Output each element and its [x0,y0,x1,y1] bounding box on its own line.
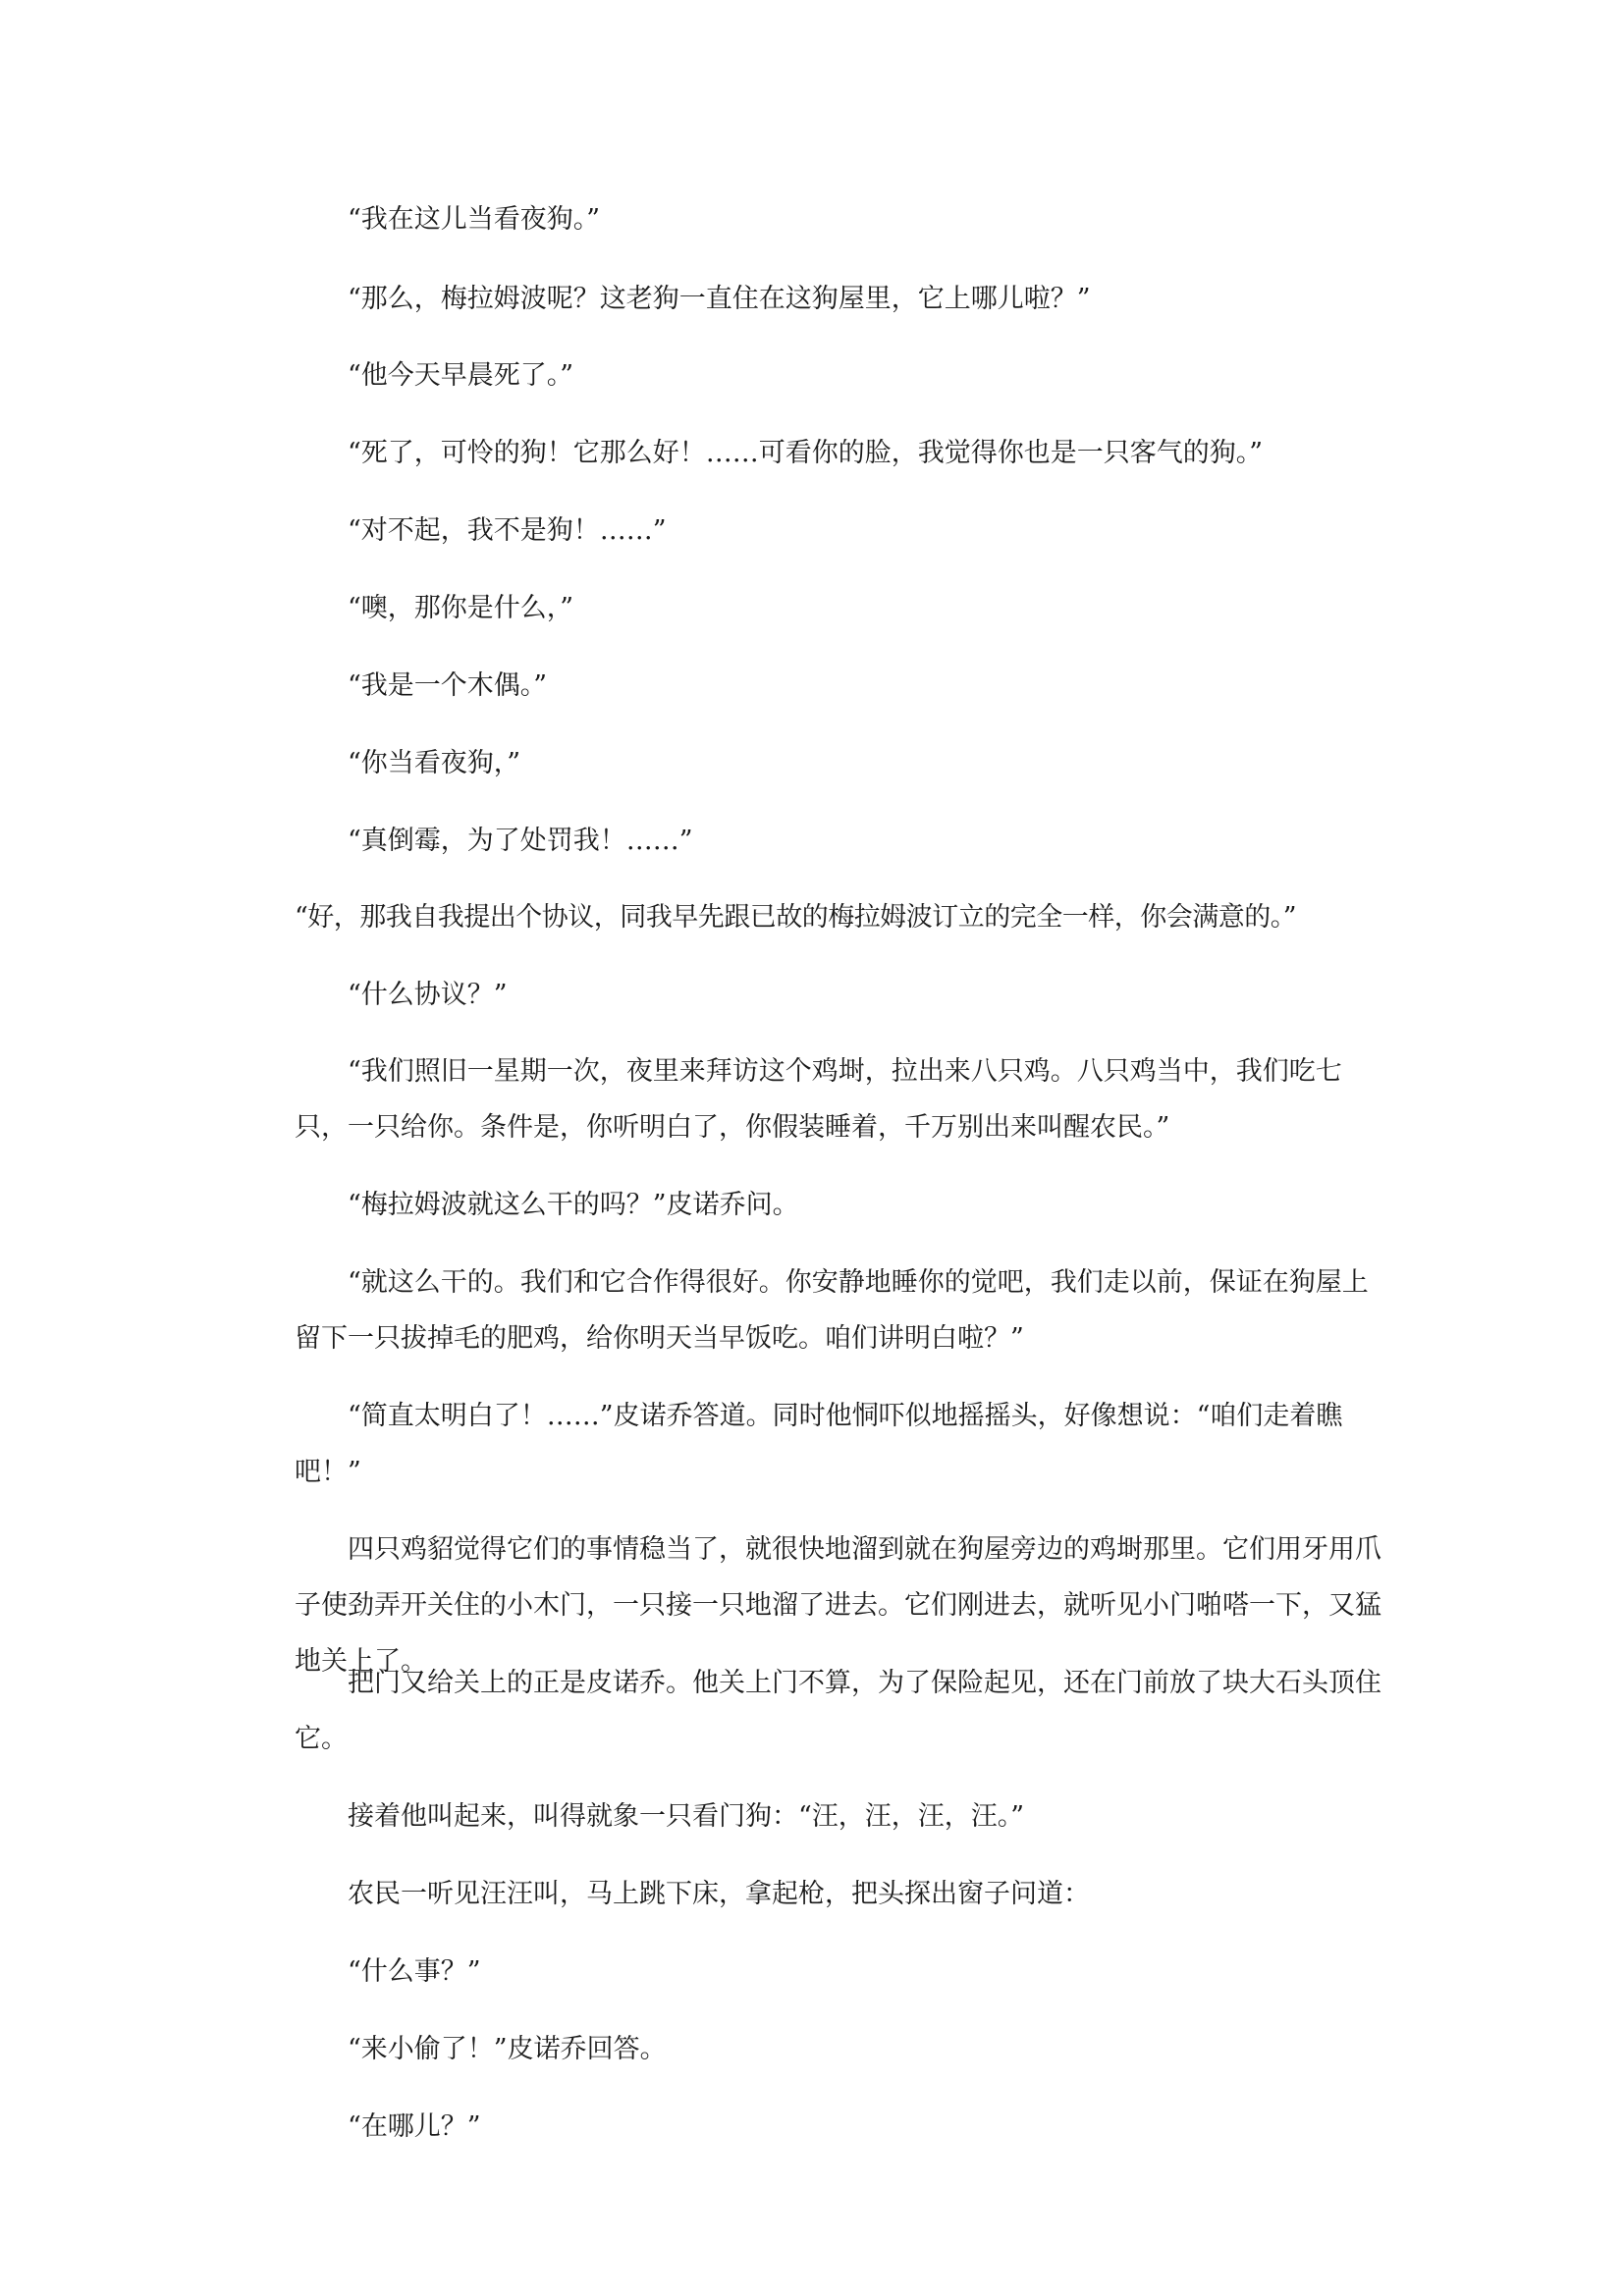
paragraph-10: “好，那我自我提出个协议，同我早先跟已故的梅拉姆波订立的完全一样，你会满意的。” [295,902,1297,933]
paragraph-18: 接着他叫起来，叫得就象一只看门狗：“汪，汪，汪，汪。” [348,1801,1025,1832]
paragraph-21: “来小偷了！”皮诺乔回答。 [348,2034,667,2064]
paragraph-5: “对不起，我不是狗！……” [348,515,667,546]
paragraph-4: “死了，可怜的狗！它那么好！……可看你的脸，我觉得你也是一只客气的狗。” [348,438,1264,468]
paragraph-14: “就这么干的。我们和它合作得很好。你安静地睡你的觉吧，我们走以前，保证在狗屋上留下一只拔掉毛的肥鸡，给你明天当早饭吃。咱们讲明白啦？” [295,1267,1369,1354]
paragraph-12: “我们照旧一星期一次，夜里来拜访这个鸡埘，拉出来八只鸡。八只鸡当中，我们吃七只，一只给你。条件是，你听明白了，你假装睡着，千万别出来叫醒农民。” [295,1056,1342,1143]
paragraph-17: 把门又给关上的正是皮诺乔。他关上门不算，为了保险起见，还在门前放了块大石头顶住它。 [295,1668,1381,1754]
paragraph-16: 四只鸡貂觉得它们的事情稳当了，就很快地溜到就在狗屋旁边的鸡埘那里。它们用牙用爪子使劲弄开关住的小木门，一只接一只地溜了进去。它们刚进去，就听见小门啪嗒一下，又猛地关上了。 [295,1534,1381,1677]
paragraph-8: “你当看夜狗，” [348,748,521,778]
paragraph-6: “噢，那你是什么，” [348,593,574,623]
paragraph-13: “梅拉姆波就这么干的吗？”皮诺乔问。 [348,1190,799,1220]
paragraph-9: “真倒霉，为了处罚我！……” [348,826,693,856]
paragraph-19: 农民一听见汪汪叫，马上跳下床，拿起枪，把头探出窗子问道： [348,1879,1090,1909]
paragraph-11: “什么协议？” [348,980,508,1010]
paragraph-1: “我在这儿当看夜狗。” [348,204,601,235]
paragraph-3: “他今天早晨死了。” [348,360,574,391]
paragraph-15: “简直太明白了！……”皮诺乔答道。同时他恫吓似地摇摇头，好像想说：“咱们走着瞧吧！” [295,1401,1343,1487]
paragraph-22: “在哪儿？” [348,2111,481,2142]
paragraph-7: “我是一个木偶。” [348,670,548,701]
paragraph-20: “什么事？” [348,1956,481,1987]
paragraph-2: “那么，梅拉姆波呢？这老狗一直住在这狗屋里，它上哪儿啦？” [348,284,1091,314]
